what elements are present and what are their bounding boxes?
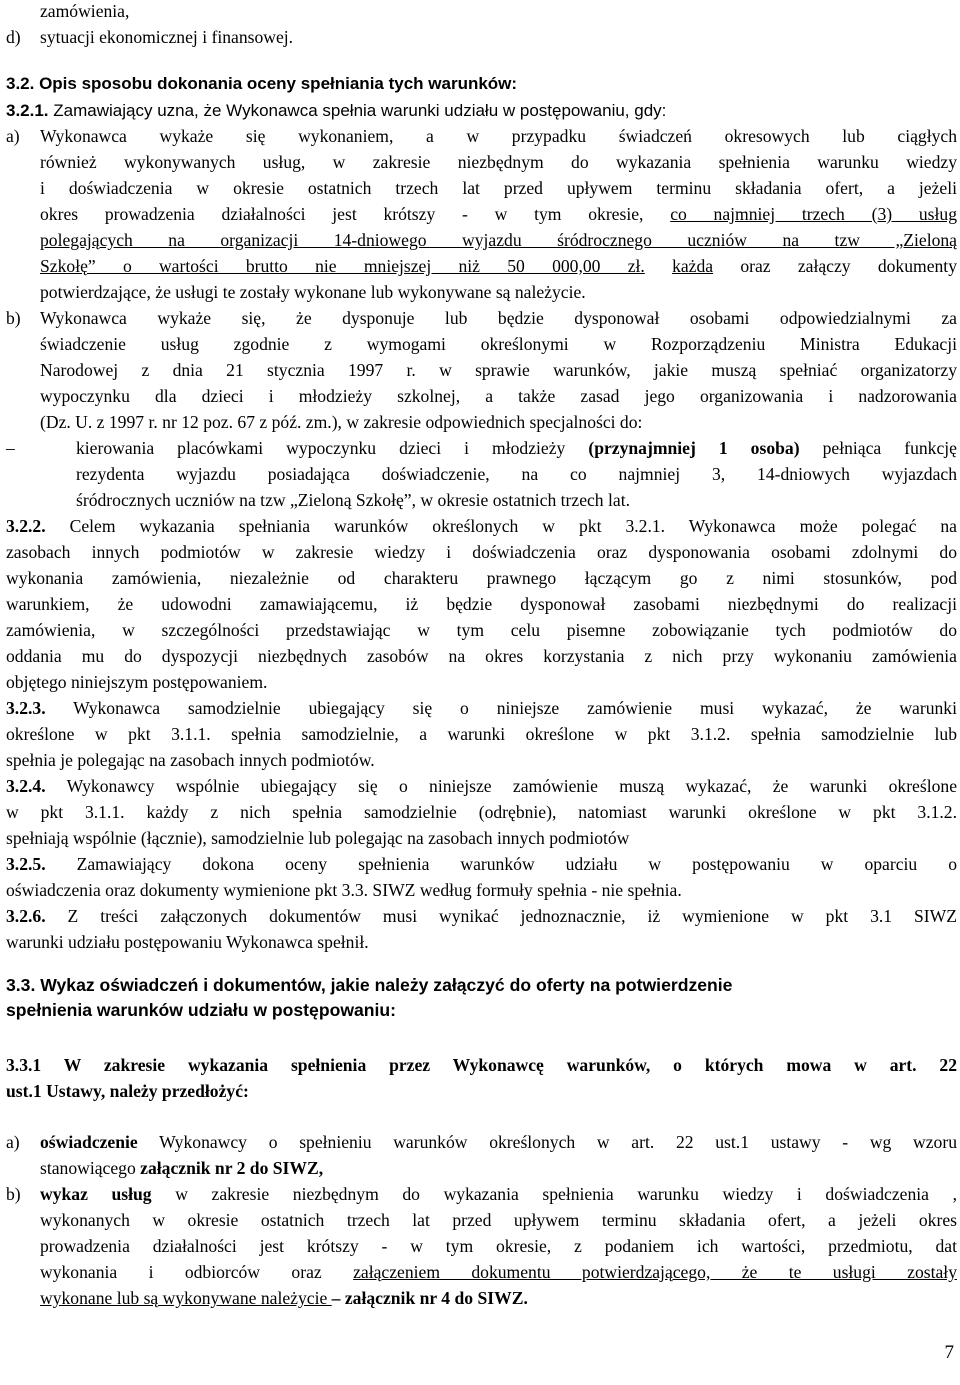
text-span: stanowiącego — [40, 1158, 141, 1178]
text-line: warunki udziału postępowaniu Wykonawca spełnił. — [6, 932, 369, 952]
text-span: kierowania placówkami wypoczynku dzieci i młodzieży — [76, 438, 589, 458]
underlined-span: każda — [672, 256, 714, 276]
text-line: sytuacji ekonomicznej i finansowej. — [40, 27, 294, 47]
underlined-span: załączeniem dokumentu potwierdzającego, że te usługi zostały — [353, 1262, 957, 1282]
bold-span: załącznik nr 2 do SIWZ, — [140, 1158, 324, 1178]
underlined-span: co najmniej trzech (3) usług — [670, 204, 957, 224]
text-line: prowadzenia działalności jest krótszy - w tym okresie, z podaniem ich wartości, przedmiotu, dat — [40, 1236, 957, 1256]
section-number: 3.2.4. — [6, 776, 46, 796]
text-line: zamówienia, — [40, 1, 130, 21]
underlined-span: Szkołę” o wartości brutto nie mniejszej niż 50 000,00 zł. — [40, 256, 645, 276]
text-line: spełnia je polegając na zasobach innych podmiotów. — [6, 750, 375, 770]
page-number: 7 — [944, 1342, 954, 1363]
text-line: warunkiem, że udowodni zamawiającemu, iż będzie dysponował zasobami niezbędnymi do realizacji — [6, 594, 957, 614]
bold-span: oświadczenie — [40, 1132, 138, 1152]
text-line: spełniają wspólnie (łącznie), samodzielnie lub polegając na zasobach innych podmiotów — [6, 828, 630, 848]
text-span: Celem wykazania spełniania warunków określonych w pkt 3.2.1. Wykonawca może polegać na — [45, 516, 957, 536]
text-line: oświadczenia oraz dokumenty wymienione pkt 3.3. SIWZ według formuły spełnia - nie spełnia. — [6, 880, 682, 900]
bold-span: wykaz usług — [40, 1184, 152, 1204]
underlined-span: wykonane lub są wykonywane należycie — [40, 1288, 332, 1308]
section-heading: spełnienia warunków udziału w postępowaniu: — [6, 1000, 397, 1020]
list-label: b) — [6, 308, 21, 328]
text-line: objętego niniejszym postępowaniem. — [6, 672, 268, 692]
text-span: w zakresie niezbędnym do wykazania spełnienia warunku wiedzy i doświadczenia , — [151, 1184, 957, 1204]
section-number: 3.2.2. — [6, 516, 46, 536]
text-line: rezydenta wyjazdu posiadająca doświadczenie, na co najmniej 3, 14-dniowych wyjazdach — [76, 464, 957, 484]
section-heading: 3.2. Opis sposobu dokonania oceny spełniania tych warunków: — [6, 74, 518, 93]
text-span: Wykonawca samodzielnie ubiegający się o niniejsze zamówienie musi wykazać, że warunki — [45, 698, 957, 718]
list-label: a) — [6, 126, 20, 146]
section-number: 3.2.6. — [6, 906, 46, 926]
list-label: d) — [6, 27, 21, 47]
text-line: śródrocznych uczniów na tzw „Zieloną Szkołę”, w okresie ostatnich trzech lat. — [76, 490, 630, 510]
section-number: 3.2.1. — [6, 101, 49, 120]
text-span: wykonania i odbiorców oraz — [40, 1262, 354, 1282]
list-label: a) — [6, 1132, 20, 1152]
text-line: i doświadczenia w okresie ostatnich trzech lat przed upływem terminu składania ofert, a jeżeli — [40, 178, 957, 198]
underlined-line: polegających na organizacji 14-dniowego wyjazdu śródrocznego uczniów na tzw „Zieloną — [40, 230, 957, 250]
text-span: pełniąca funkcję — [799, 438, 957, 458]
text-line: zamówienia, w szczególności przedstawiając w tym celu pisemne zobowiązanie tych podmiotów do — [6, 620, 957, 640]
dash-bullet: – — [6, 438, 15, 458]
text-line: wykonania zamówienia, niezależnie od charakteru prawnego łączącym go z nimi stosunków, pod — [6, 568, 957, 588]
text-line: Wykonawca wykaże się wykonaniem, a w przypadku świadczeń okresowych lub ciągłych — [40, 126, 957, 146]
section-number: 3.2.5. — [6, 854, 46, 874]
text-line: potwierdzające, że usługi te zostały wykonane lub wykonywane są należycie. — [40, 282, 586, 302]
text-line: wykonanych w okresie ostatnich trzech lat przed upływem terminu składania ofert, a jeżeli okres — [40, 1210, 957, 1230]
text-line: Narodowej z dnia 21 stycznia 1997 r. w sprawie warunków, jakie muszą spełniać organizatorzy — [40, 360, 957, 380]
text-line: określone w pkt 3.1.1. spełnia samodzielnie, a warunki określone w pkt 3.1.2. spełnia samodzielnie lub — [6, 724, 957, 744]
text-line: wypoczynku dla dzieci i młodzieży szkolnej, a także zasad jego organizowania i nadzorowania — [40, 386, 957, 406]
text-span: Zamawiający dokona oceny spełnienia warunków udziału w postępowaniu w oparciu o — [45, 854, 957, 874]
bold-span: (przynajmniej 1 osoba) — [588, 438, 800, 458]
text-line: świadczenie usług zgodnie z wymogami określonymi w Rozporządzeniu Ministra Edukacji — [40, 334, 957, 354]
text-line: Wykonawca wykaże się, że dysponuje lub będzie dysponował osobami odpowiedzialnymi za — [40, 308, 957, 328]
list-label: b) — [6, 1184, 21, 1204]
text-span: Wykonawcy wspólnie ubiegający się o niniejsze zamówienie muszą wykazać, że warunki określone — [45, 776, 957, 796]
text-line: Zamawiający uzna, że Wykonawca spełnia warunki udziału w postępowaniu, gdy: — [48, 101, 667, 120]
text-span: Wykonawcy o spełnieniu warunków określonych w art. 22 ust.1 ustawy - wg wzoru — [137, 1132, 957, 1152]
text-line: w pkt 3.1.1. każdy z nich spełnia samodzielnie (odrębnie), natomiast warunki określone w pkt 3.1.2. — [6, 802, 957, 822]
text-line: zasobach innych podmiotów w zakresie wiedzy i doświadczenia oraz dysponowania osobami zdolnymi do — [6, 542, 957, 562]
text-line: (Dz. U. z 1997 r. nr 12 poz. 67 z póź. zm.), w zakresie odpowiednich specjalności do: — [40, 412, 643, 432]
bold-span: – załącznik nr 4 do SIWZ. — [331, 1288, 528, 1308]
text-span: oraz załączy dokumenty — [713, 256, 957, 276]
subsection-heading: ust.1 Ustawy, należy przedłożyć: — [6, 1081, 249, 1101]
subsection-heading: 3.3.1 W zakresie wykazania spełnienia przez Wykonawcę warunków, o których mowa w art. 22 — [6, 1055, 957, 1075]
text-line: oddania mu do dyspozycji niezbędnych zasobów na okres korzystania z nich przy wykonaniu zamówienia — [6, 646, 957, 666]
section-number: 3.2.3. — [6, 698, 46, 718]
text-span: okres prowadzenia działalności jest krótszy - w tym okresie, — [40, 204, 671, 224]
text-line: również wykonywanych usług, w zakresie niezbędnym do wykazania spełnienia warunku wiedzy — [40, 152, 957, 172]
section-heading: 3.3. Wykaz oświadczeń i dokumentów, jakie należy załączyć do oferty na potwierdzenie — [6, 975, 733, 995]
text-span: Z treści załączonych dokumentów musi wynikać jednoznacznie, iż wymienione w pkt 3.1 SIWZ — [45, 906, 957, 926]
